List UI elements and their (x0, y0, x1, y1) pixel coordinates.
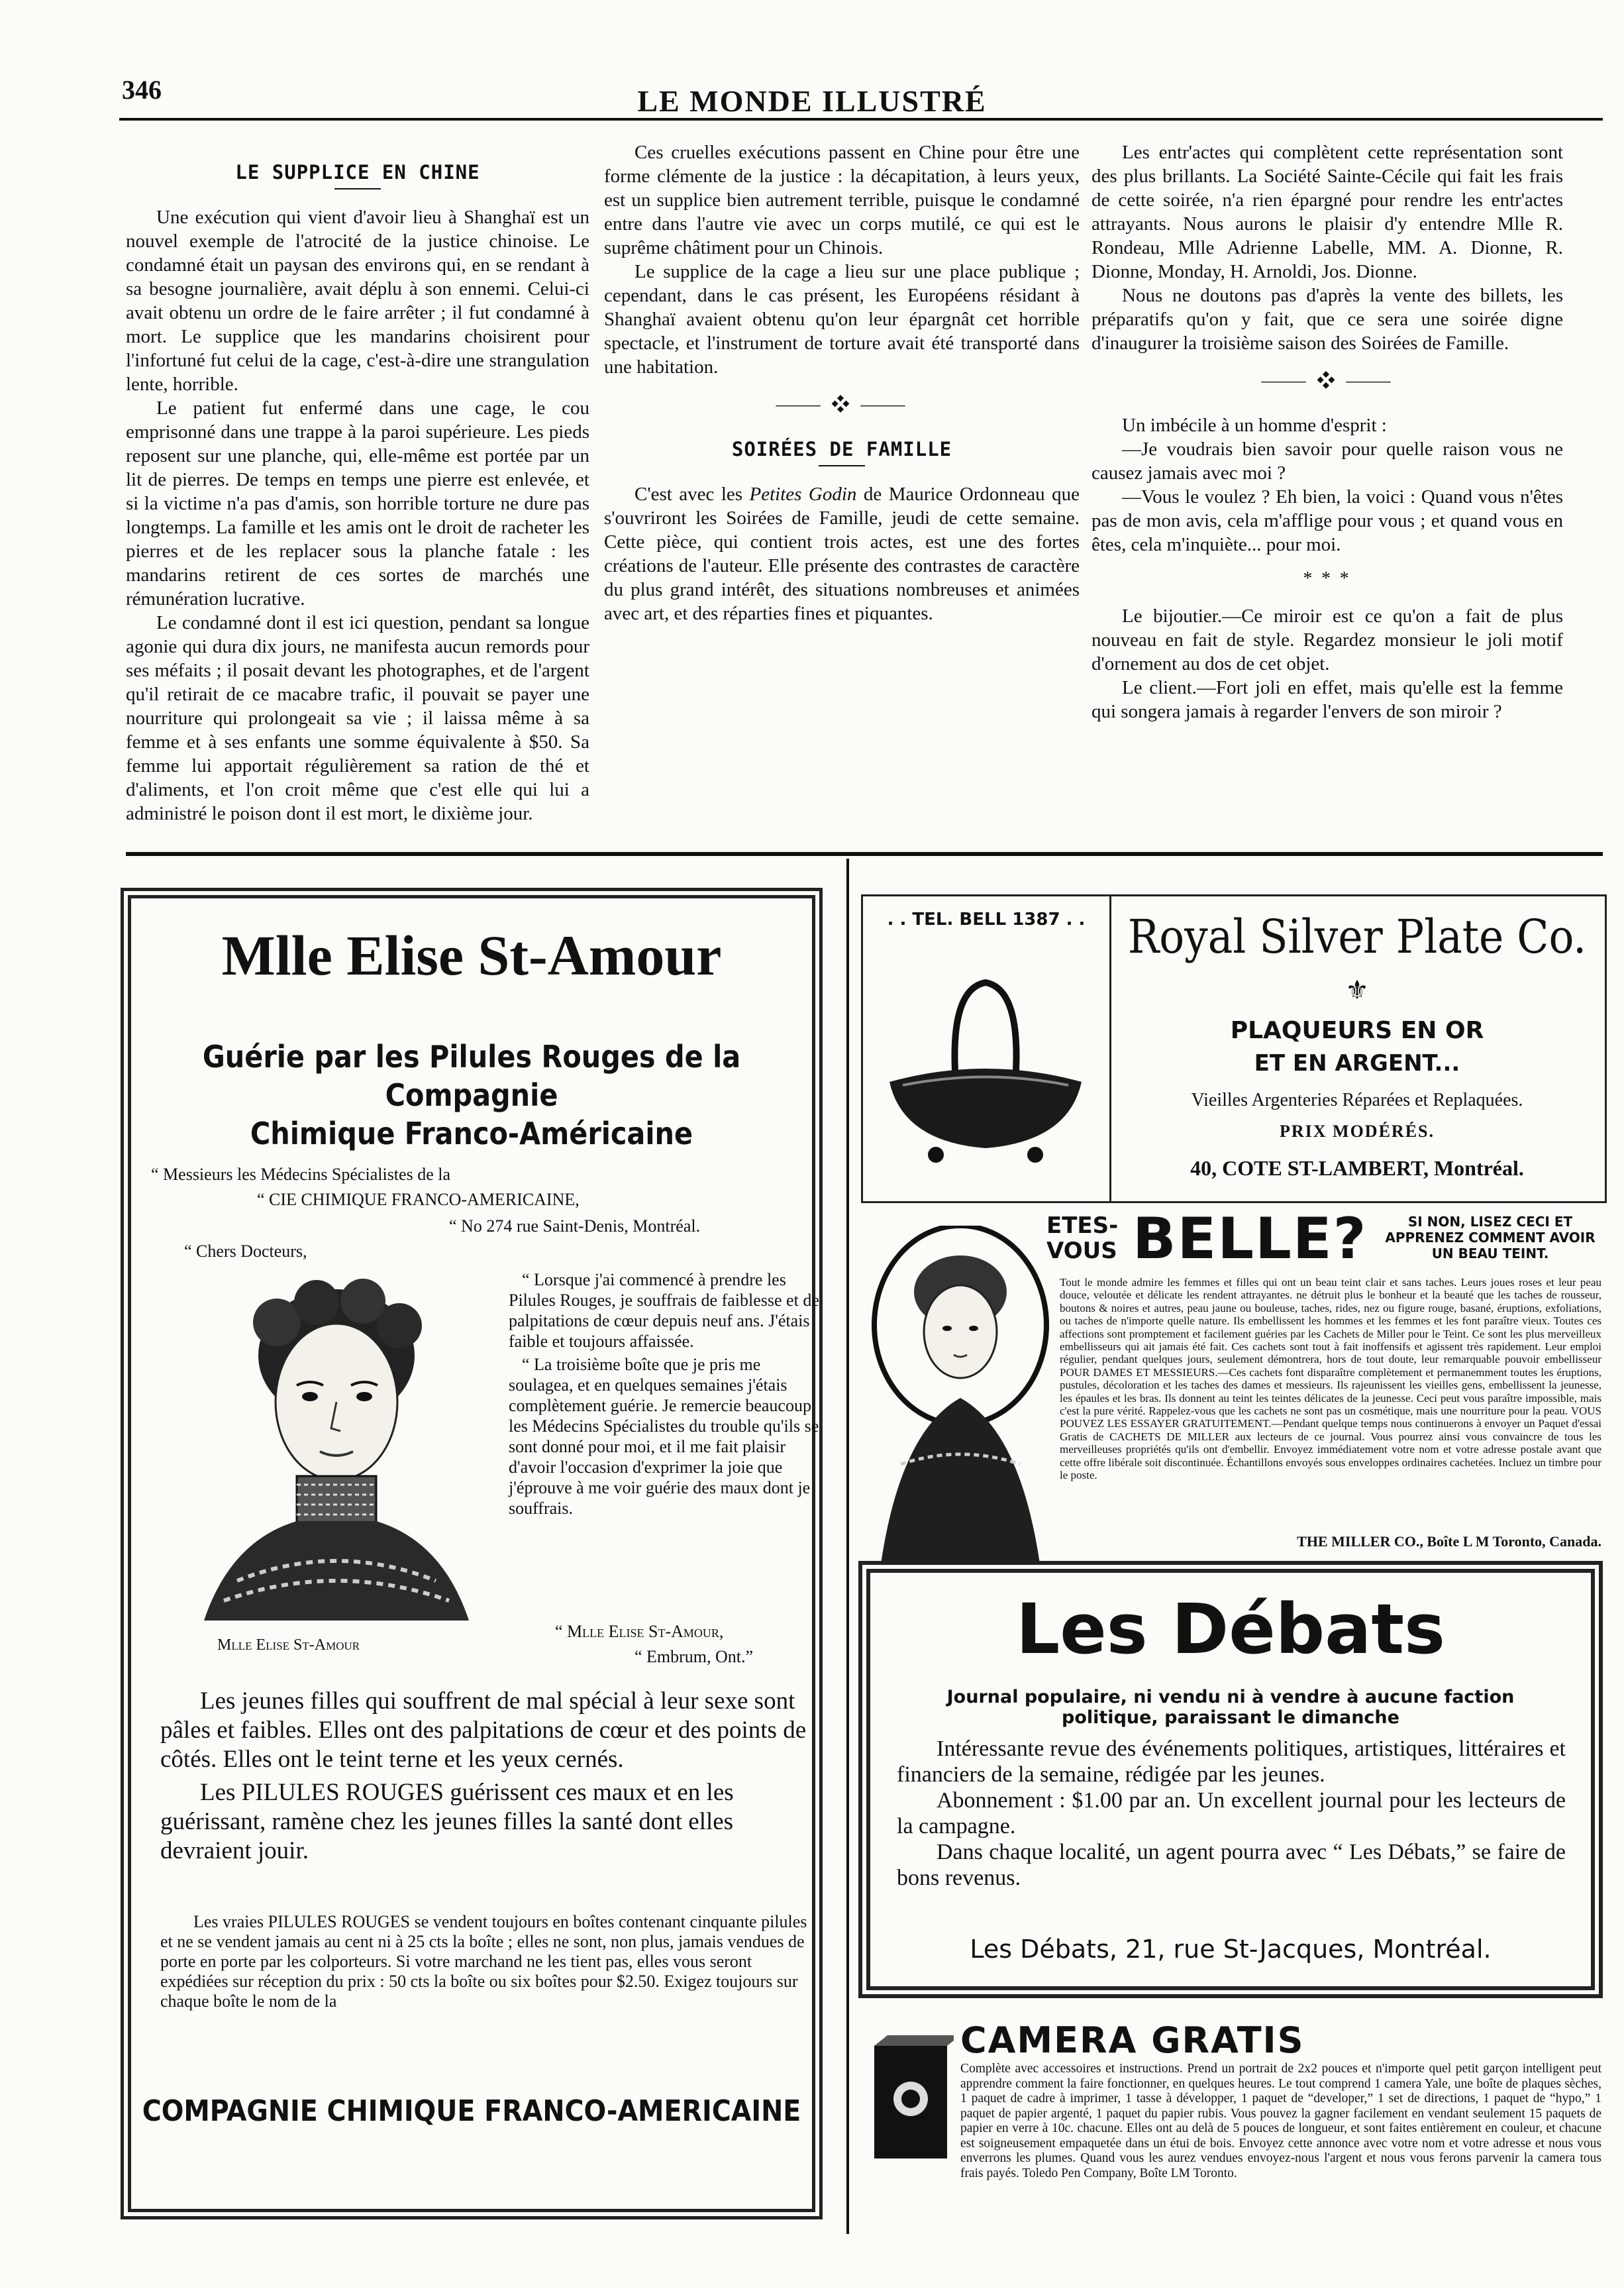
play-title: Petites Godin (749, 484, 857, 505)
silver-line-2: ET EN ARGENT... (1254, 1050, 1460, 1077)
joke-question: —Je voudrais bien savoir pour quelle raison vous ne causez jamais avec moi ? (1091, 439, 1563, 484)
debats-paragraph: Intéressante revue des événements politiques, artistiques, littéraires et financiers de la semaine, rédigée par les jeunes. (897, 1736, 1566, 1787)
portrait-illustration (178, 1269, 495, 1627)
ad-les-debats (858, 1561, 1603, 1998)
joke-client: Le client.—Fort joli en effet, mais qu'elle est la femme qui songera jamais à regarder l'envers de son miroir ? (1091, 677, 1563, 722)
debats-title: Les Débats (1015, 1589, 1446, 1670)
silver-basket-illustration (876, 949, 1095, 1188)
title-rule (334, 188, 381, 189)
debats-paragraph: Dans chaque localité, un agent pourra avec “ Les Débats,” se faire de bons revenus. (897, 1840, 1566, 1890)
article-title-soirees: SOIRÉES DE FAMILLE (731, 438, 952, 460)
silver-line-1: PLAQUEURS EN OR (1230, 1017, 1484, 1044)
ornament-divider: ⸻ ❖ ⸻ (775, 395, 909, 415)
belle-side-caption: SI NON, LISEZ CECI ET APPRENEZ COMMENT AVOIR UN BEAU TEINT. (1385, 1214, 1596, 1261)
camera-body: Complète avec accessoires et instructions. Prend un portrait de 2x2 pouces et n'importe quel petit garçon intelligent peut apprendre comment la faire fonctionner, en quelques heures. Le tout comprend 1 camera Yale, une boîte de plaques sèches, 1 paquet de cadre à imprimer, 1 tasse à développer, 1 paquet de “developer,” 1 set de directions, 1 paquet de “hypo,” 1 paquet de papier argenté, 1 paquet du papier rubis. Vous pouvez la gagner facilement en vendant seulement 15 paquets de papier en verre à 10c. chacune. Elles ont au delà de 5 pouces de longueur, et sont faites entièrement en couleur, et chacune est soigneusement empaquetée dans un étui de bois. Envoyez cette annonce avec votre nom et votre adresse et nous vous enverrons les plumes. Quand vous les aurez vendues envoyez-nous l'argent et nous vous ferons parvenir la camera tous frais payés. Toledo Pen Company, Boîte LM Toronto. (960, 2062, 1601, 2180)
paragraph: Le condamné dont il est ici question, pendant sa longue agonie qui dura dix jours, ne manifesta aucun remords pour ses méfaits ; il posait devant les photographes, et de l'argent qu'il retirait de ce macabre trafic, il pouvait se payer une nourriture qui prolongeait sa vie ; il laissa même à sa femme et à ses enfants une somme équivalente à $50. Sa femme lui apportait régulièrement sa ration de thé et d'aliments, et l'on croit même que c'est elle qui lui a administré le poison dont il est mort, le dixième jour. (126, 612, 589, 824)
body-paragraph: Les PILULES ROUGES guérissent ces maux et en les guérissant, ramène chez les jeunes filles la santé dont elles devraient jouir. (160, 1779, 734, 1864)
body-paragraph: Les jeunes filles qui souffrent de mal spécial à leur sexe sont pâles et faibles. Elles ont des palpitations de cœur et des points de côtés. Elles ont le teint terne et les yeux cernés. (160, 1687, 807, 1773)
silver-line-3: Vieilles Argenteries Réparées et Replaquées. (1191, 1090, 1523, 1110)
camera-title: CAMERA GRATIS (960, 2019, 1305, 2061)
column-1 (126, 154, 589, 825)
belle-headline: BELLE? (1133, 1206, 1368, 1272)
ad-body-small (160, 1912, 823, 2011)
signature-name: “ Mlle Elise St-Amour, (555, 1622, 724, 1641)
ad-body-large (160, 1687, 823, 1870)
joke-intro: Un imbécile à un homme d'esprit : (1122, 415, 1387, 436)
ad-subheadline (131, 1038, 812, 1153)
body-paragraph: Les vraies PILULES ROUGES se vendent toujours en boîtes contenant cinquante pilules et ne se vendent jamais au cent ni à 25 cts la boîte ; elles ne sont, non plus, jamais vendues de porte en porte par les colporteurs. Si votre marchand ne les tient pas, elles vous seront expédiées sur réception du prix : 50 cts la boîte ou six boîtes pour $2.50. Exigez toujours sur chaque boîte le nom de la (160, 1912, 807, 2011)
fleur-de-lis-icon: ⚜ (1345, 975, 1369, 1005)
debats-tagline: Journal populaire, ni vendu ni à vendre à aucune faction politique, paraissant le dimanche (946, 1687, 1515, 1728)
article-title-supplice: LE SUPPLICE EN CHINE (235, 161, 480, 184)
paragraph: Les entr'actes qui complètent cette représentation sont des plus brillants. La Société Sainte-Cécile qui fait les frais de cette soirée, n'a rien épargné pour rendre les entr'actes attrayants. Nous aurons le plaisir d'y entendre Mlle R. Rondeau, Mlle Adrienne Labelle, MM. A. Dionne, R. Dionne, Monday, H. Arnoldi, Jos. Dionne. (1091, 142, 1563, 282)
testimony-paragraph: “ Lorsque j'ai commencé à prendre les Pilules Rouges, je souffrais de faiblesse et de palpitations de cœur depuis neuf ans. J'étais faible et toujours affaissée. (509, 1270, 819, 1351)
paragraph (604, 482, 1080, 625)
paragraph: Le supplice de la cage a lieu sur une place publique ; cependant, dans le cas présent, les Européens résidant à Shanghaï avaient obtenu qu'on leur épargnât cet horrible spectacle, et l'instrument de torture avait été transporté dans une habitation. (604, 261, 1080, 378)
section-rule (126, 852, 1603, 856)
paragraph: Ces cruelles exécutions passent en Chine pour être une forme clémente de la justice : la décapitation, à leurs yeux, est un supplice bien autrement terrible, puisque le condamné entre dans l'autre vie avec un corps mutilé, ce qui est le suprême châtiment pour un Chinois. (604, 142, 1080, 258)
asterism: * * * (1303, 568, 1352, 589)
ad-royal-silver (861, 894, 1607, 1203)
debats-paragraph: Abonnement : $1.00 par an. Un excellent journal pour les lecteurs de la campagne. (897, 1788, 1566, 1838)
paragraph: Une exécution qui vient d'avoir lieu à Shanghaï est un nouvel exemple de l'atrocité de la justice chinoise. Le condamné était un paysan des environs qui, en se rendant à sa besogne journalière, avait déplu à son ennemi. Celui-ci avait obtenu un ordre de le faire arrêter ; il fut condamné à mort. Le supplice que les mandarins choisirent pour l'infortuné fut celui de la cage, c'est-à-dire une strangulation lente, horrible. (126, 207, 589, 395)
joke-answer: —Vous le voulez ? Eh bien, la voici : Quand vous n'êtes pas de mon avis, cela m'afflige pour vous ; et quand vous en êtes, cela m'inquiète... pour moi. (1091, 486, 1563, 555)
silver-company-name: Royal Silver Plate Co. (1127, 910, 1587, 964)
silver-tel-box (863, 896, 1111, 1201)
silver-address: 40, COTE ST-LAMBERT, Montréal. (1190, 1156, 1524, 1180)
debats-body (897, 1736, 1566, 1891)
signature-place: “ Embrum, Ont.” (634, 1647, 754, 1666)
ad-belle (861, 1206, 1603, 1564)
letter-address-1: “ Messieurs les Médecins Spécialistes de la (151, 1165, 450, 1184)
subhead-line: Guérie par les Pilules Rouges de la Compagnie (202, 1039, 741, 1113)
ad-pilules-rouges (121, 888, 823, 2219)
masthead-title: LE MONDE ILLUSTRÉ (637, 84, 987, 118)
belle-etes: ETES- (1046, 1212, 1119, 1239)
belle-footer: THE MILLER CO., Boîte L M Toronto, Canada. (1297, 1533, 1601, 1550)
ad-camera-gratis (861, 2019, 1603, 2218)
testimony-paragraph: “ La troisième boîte que je pris me soulagea, et en quelques semaines j'étais complètement guérie. Je remercie beaucoup les Médecins Spécialistes du trouble qu'ils se sont donné pour moi, et il me fait plaisir d'avoir l'occasion d'exprimer la joie que j'éprouve à me voir guérie des maux dont je souffrais. (509, 1355, 819, 1518)
text-run: de Maurice Ordonneau que s'ouvriront les Soirées de Famille, jeudi de cette semaine. Cette pièce, qui contient trois actes, est une des fortes créations de l'auteur. Elle présente des contrastes de caractère du plus grand intérêt, des situations nombreuses et animées avec art, et des réparties fines et piquantes. (604, 484, 1080, 624)
telephone-number: . . TEL. BELL 1387 . . (887, 910, 1086, 930)
silver-line-4: PRIX MODÉRÉS. (1279, 1122, 1435, 1141)
title-rule (819, 465, 865, 466)
letter-salutation: “ Chers Docteurs, (184, 1242, 307, 1261)
camera-illustration (868, 2033, 954, 2165)
paragraph: Le patient fut enfermé dans une cage, le cou emprisonné dans une trappe à la paroi supérieure. Les pieds reposent sur une planche, qui, elle-même est portée par un lit de pierres. De temps en temps une pierre est enlevée, et si la victime n'a pas d'amis, son horrible torture ne dure pas longtemps. La famille et les amis ont le droit de racheter les pierres et de les replacer sous la planche fatale : les mandarins retirent de ces sortes de marchés une rémunération lucrative. (126, 398, 589, 610)
paragraph: Nous ne doutons pas d'après la vente des billets, les préparatifs qu'on y fait, que ce sera une soirée digne d'inaugurer la troisième saison des Soirées de Famille. (1091, 285, 1563, 354)
header-rule (119, 118, 1603, 121)
debats-address: Les Débats, 21, rue St-Jacques, Montréal. (970, 1935, 1492, 1964)
ad-company-name: COMPAGNIE CHIMIQUE FRANCO-AMERICAINE (142, 2094, 801, 2128)
mirror-woman-illustration (861, 1226, 1053, 1564)
belle-vous: VOUS (1046, 1238, 1117, 1264)
column-3 (1091, 140, 1563, 723)
letter-address-3: “ No 274 rue Saint-Denis, Montréal. (449, 1216, 701, 1236)
ornament-divider: ⸻ ❖ ⸻ (1260, 371, 1394, 392)
letter-address-2: “ CIE CHIMIQUE FRANCO-AMERICAINE, (257, 1190, 580, 1209)
column-2 (604, 140, 1080, 625)
joke-jeweler: Le bijoutier.—Ce miroir est ce qu'on a fait de plus nouveau en fait de style. Regardez monsieur le joli motif d'ornement au dos de cet objet. (1091, 606, 1563, 674)
ad-headline: Mlle Elise St-Amour (221, 924, 722, 987)
page-number: 346 (122, 75, 162, 105)
text-run: C'est avec les (634, 484, 750, 505)
subhead-line: Chimique Franco-Américaine (250, 1116, 693, 1151)
ad-column-rule (846, 859, 849, 2234)
testimony (509, 1269, 820, 1521)
portrait-caption: Mlle Elise St-Amour (217, 1636, 360, 1654)
belle-body: Tout le monde admire les femmes et filles qui ont un beau teint clair et sans taches. Leurs joues roses et leur peau douce, veloutée et délicate les rendent attrayantes. ne détruit plus le bonheur et la beauté que les taches de rousseur, boutons & noires et autres, peau jaune ou bouleuse, taches, rides, nez ou figure rouge, basané, éruptions, exfoliations, ou taches de n'importe quelle nature. Ils embellissent les hommes et les femmes et les font paraître vieux. Toutes ces affections sont promptement et facilement guéries par les Cachets de Miller pour le Teint. Ce sont les plus merveilleux embellisseurs qui ait jamais été fait. Ces cachets sont tout à fait inoffensifs et agissent très rapidement. Leur emploi régulier, pendant quelques jours, seulement démontrera, hors de tout doute, leur remarquable pouvoir embellisseur POUR DAMES ET MESSIEURS.—Ces cachets font disparaître complètement et permanemment toutes les éruptions, pustules, décoloration et les taches des dames et messieurs. Ils rajeunissent les vieilles gens, embellissent la jeunesse, les épaules et les bras. Ils donnent au teint les teintes délicates de la jeunesse. Ceci peut vous paraître impossible, mais c'est la pure vérité. Rappelez-vous que les cachets ne sont pas un cosmétique, mais une nourriture pour la peau. VOUS POUVEZ LES ESSAYER GRATUITEMENT.—Pendant quelque temps nous continuerons à envoyer un Paquet d'essai Gratis de CACHETS DE MILLER aux lecteurs de ce journal. Vous pourrez ainsi vous convaincre de tous les merveilleuses propriétés qu'ils ont d'embellir. Envoyez immédiatement votre nom et votre adresse postale avant que cette offre libérale soit discontinuée. Échantillons envoyés sous enveloppes ordinaires cachetées. Incluez un timbre pour le poste. (1060, 1276, 1601, 1482)
